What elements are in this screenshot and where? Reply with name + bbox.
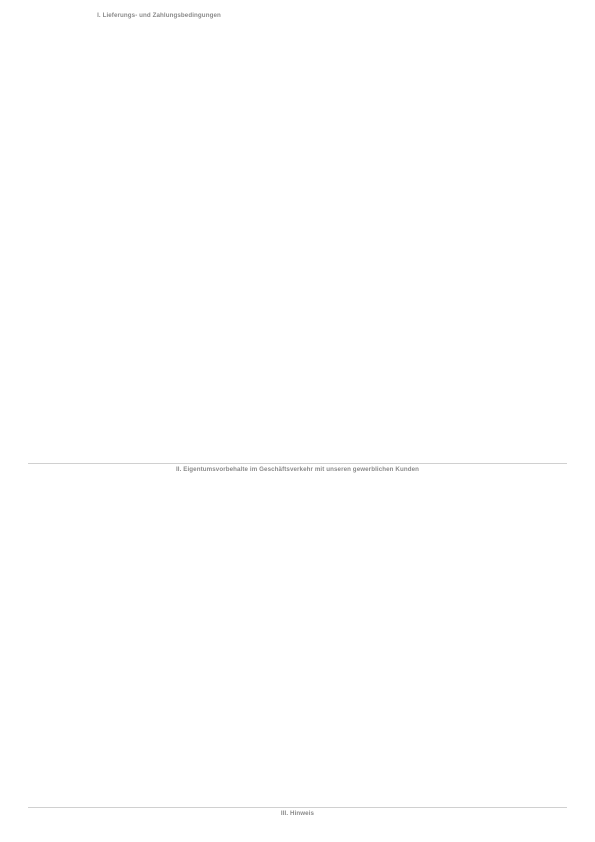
section2-left-column (28, 475, 290, 476)
section-title-notice: III. Hinweis (280, 810, 315, 817)
section1-left-column (28, 20, 290, 22)
section-divider (28, 807, 567, 808)
section-notice (28, 810, 567, 820)
section-retention-of-title (28, 466, 567, 476)
section-title-retention-of-title: II. Eigentumsvorbehalte im Geschäftsverkehr mit unseren gewerblichen Kunden (175, 466, 420, 473)
section2-right-column (305, 475, 567, 476)
section-title-delivery-payment: I. Lieferungs- und Zahlungsbedingungen (97, 12, 221, 19)
section-divider (28, 463, 567, 464)
section1-right-column (305, 20, 567, 22)
